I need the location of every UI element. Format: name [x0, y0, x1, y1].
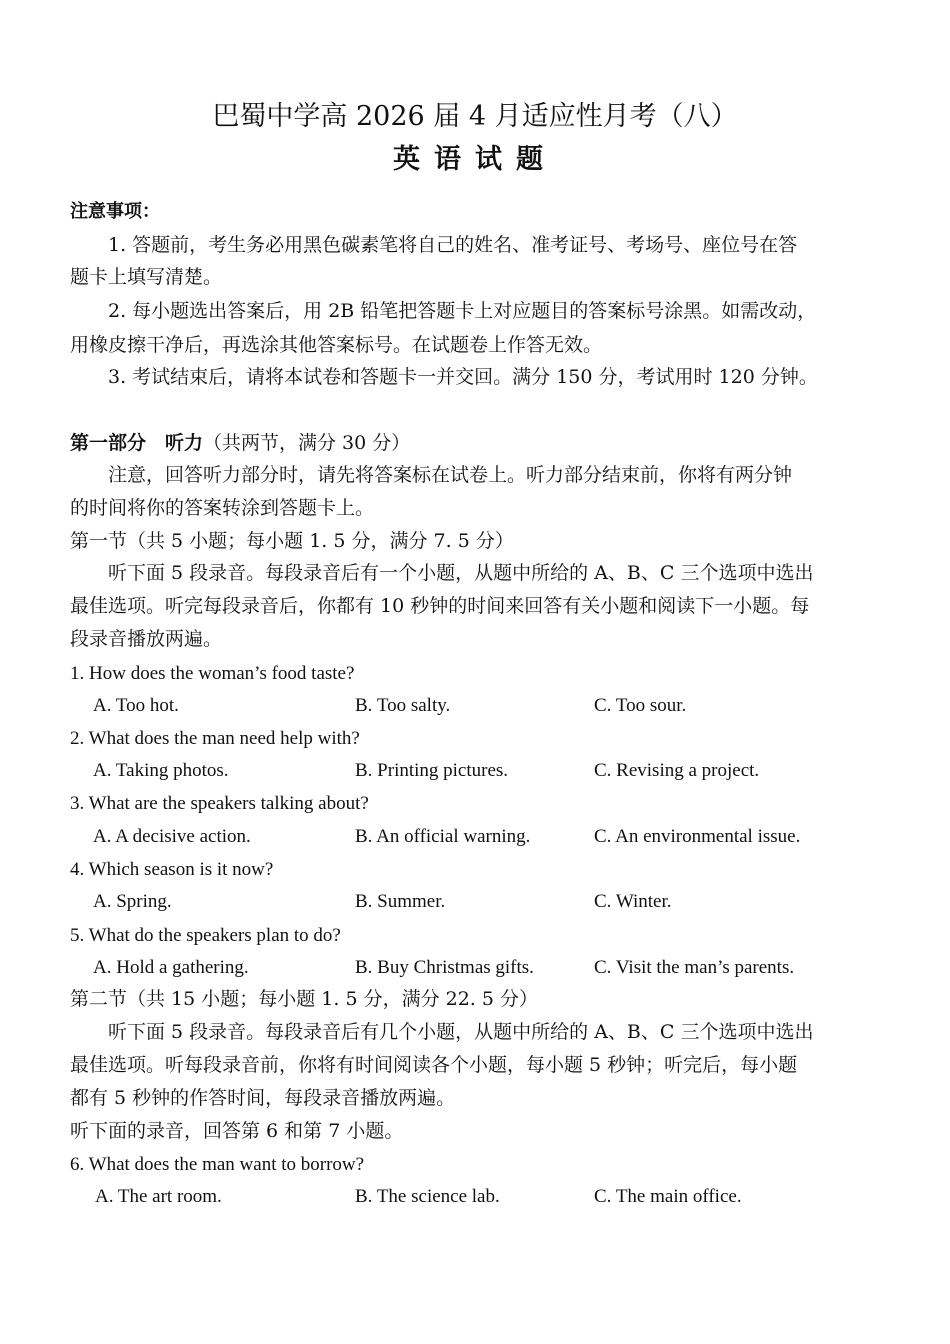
option-c: C. Visit the man’s parents. — [594, 957, 795, 978]
option-b: B. Summer. — [355, 891, 446, 912]
part1-heading-rest: （共两节，满分 30 分） — [203, 432, 411, 454]
question-stem: 2. What does the man need help with? — [70, 728, 360, 749]
option-a: A. Hold a gathering. — [93, 957, 249, 978]
question-stem: 4. Which season is it now? — [70, 859, 274, 880]
option-b: B. An official warning. — [355, 826, 531, 847]
notice-item-2: 2. 每小题选出答案后，用 2B 铅笔把答题卡上对应题目的答案标号涂黑。如需改动， — [108, 300, 817, 322]
part1-intro: 注意，回答听力部分时，请先将答案标在试卷上。听力部分结束前，你将有两分钟 — [108, 464, 793, 486]
option-c: C. The main office. — [594, 1186, 742, 1207]
option-a: A. A decisive action. — [93, 826, 251, 847]
part1-intro-cont: 的时间将你的答案转涂到答题卡上。 — [70, 497, 375, 519]
question-stem: 1. How does the woman’s food taste? — [70, 663, 355, 684]
section2-instructions-3: 都有 5 秒钟的作答时间，每段录音播放两遍。 — [70, 1087, 456, 1109]
notice-item-2-cont: 用橡皮擦干净后，再选涂其他答案标号。在试题卷上作答无效。 — [70, 334, 603, 356]
part1-heading-bold: 第一部分 听力 — [70, 432, 204, 454]
option-a: A. Spring. — [93, 891, 172, 912]
option-a: A. The art room. — [95, 1186, 222, 1207]
exam-title: 巴蜀中学高 2026 届 4 月适应性月考（八） — [212, 101, 738, 132]
section2-instructions-2: 最佳选项。听每段录音前，你将有时间阅读各个小题，每小题 5 秒钟；听完后，每小题 — [70, 1054, 798, 1076]
notice-item-1-cont: 题卡上填写清楚。 — [70, 266, 223, 288]
option-b: B. Too salty. — [355, 695, 451, 716]
option-c: C. Winter. — [594, 891, 672, 912]
section2-instructions: 听下面 5 段录音。每段录音后有几个小题，从题中所给的 A、B、C 三个选项中选出 — [108, 1021, 814, 1043]
option-b: B. Printing pictures. — [355, 760, 509, 781]
part1-heading — [70, 434, 410, 453]
group-intro: 听下面的录音，回答第 6 和第 7 小题。 — [70, 1120, 404, 1142]
notice-item-1: 1. 答题前，考生务必用黑色碳素笔将自己的姓名、准考证号、考场号、座位号在答 — [108, 234, 798, 256]
section1-instructions-3: 段录音播放两遍。 — [70, 628, 223, 650]
option-a: A. Taking photos. — [93, 760, 229, 781]
question-stem: 5. What do the speakers plan to do? — [70, 925, 341, 946]
section1-heading: 第一节（共 5 小题；每小题 1. 5 分，满分 7. 5 分） — [70, 530, 514, 552]
option-a: A. Too hot. — [93, 695, 179, 716]
notice-item-3: 3. 考试结束后，请将本试卷和答题卡一并交回。满分 150 分，考试用时 120 分钟。 — [108, 366, 818, 388]
section1-instructions: 听下面 5 段录音。每段录音后有一个小题，从题中所给的 A、B、C 三个选项中选出 — [108, 562, 814, 584]
section2-heading: 第二节（共 15 小题；每小题 1. 5 分，满分 22. 5 分） — [70, 988, 539, 1010]
question-stem: 6. What does the man want to borrow? — [70, 1154, 365, 1175]
option-c: C. Too sour. — [594, 695, 687, 716]
section1-instructions-2: 最佳选项。听完每段录音后，你都有 10 秒钟的时间来回答有关小题和阅读下一小题。每 — [70, 595, 810, 617]
exam-subtitle: 英语试题 — [393, 144, 557, 175]
option-b: B. Buy Christmas gifts. — [355, 957, 534, 978]
option-c: C. Revising a project. — [594, 760, 760, 781]
option-c: C. An environmental issue. — [594, 826, 801, 847]
question-stem: 3. What are the speakers talking about? — [70, 793, 369, 814]
option-b: B. The science lab. — [355, 1186, 500, 1207]
notice-heading: 注意事项： — [70, 201, 160, 222]
